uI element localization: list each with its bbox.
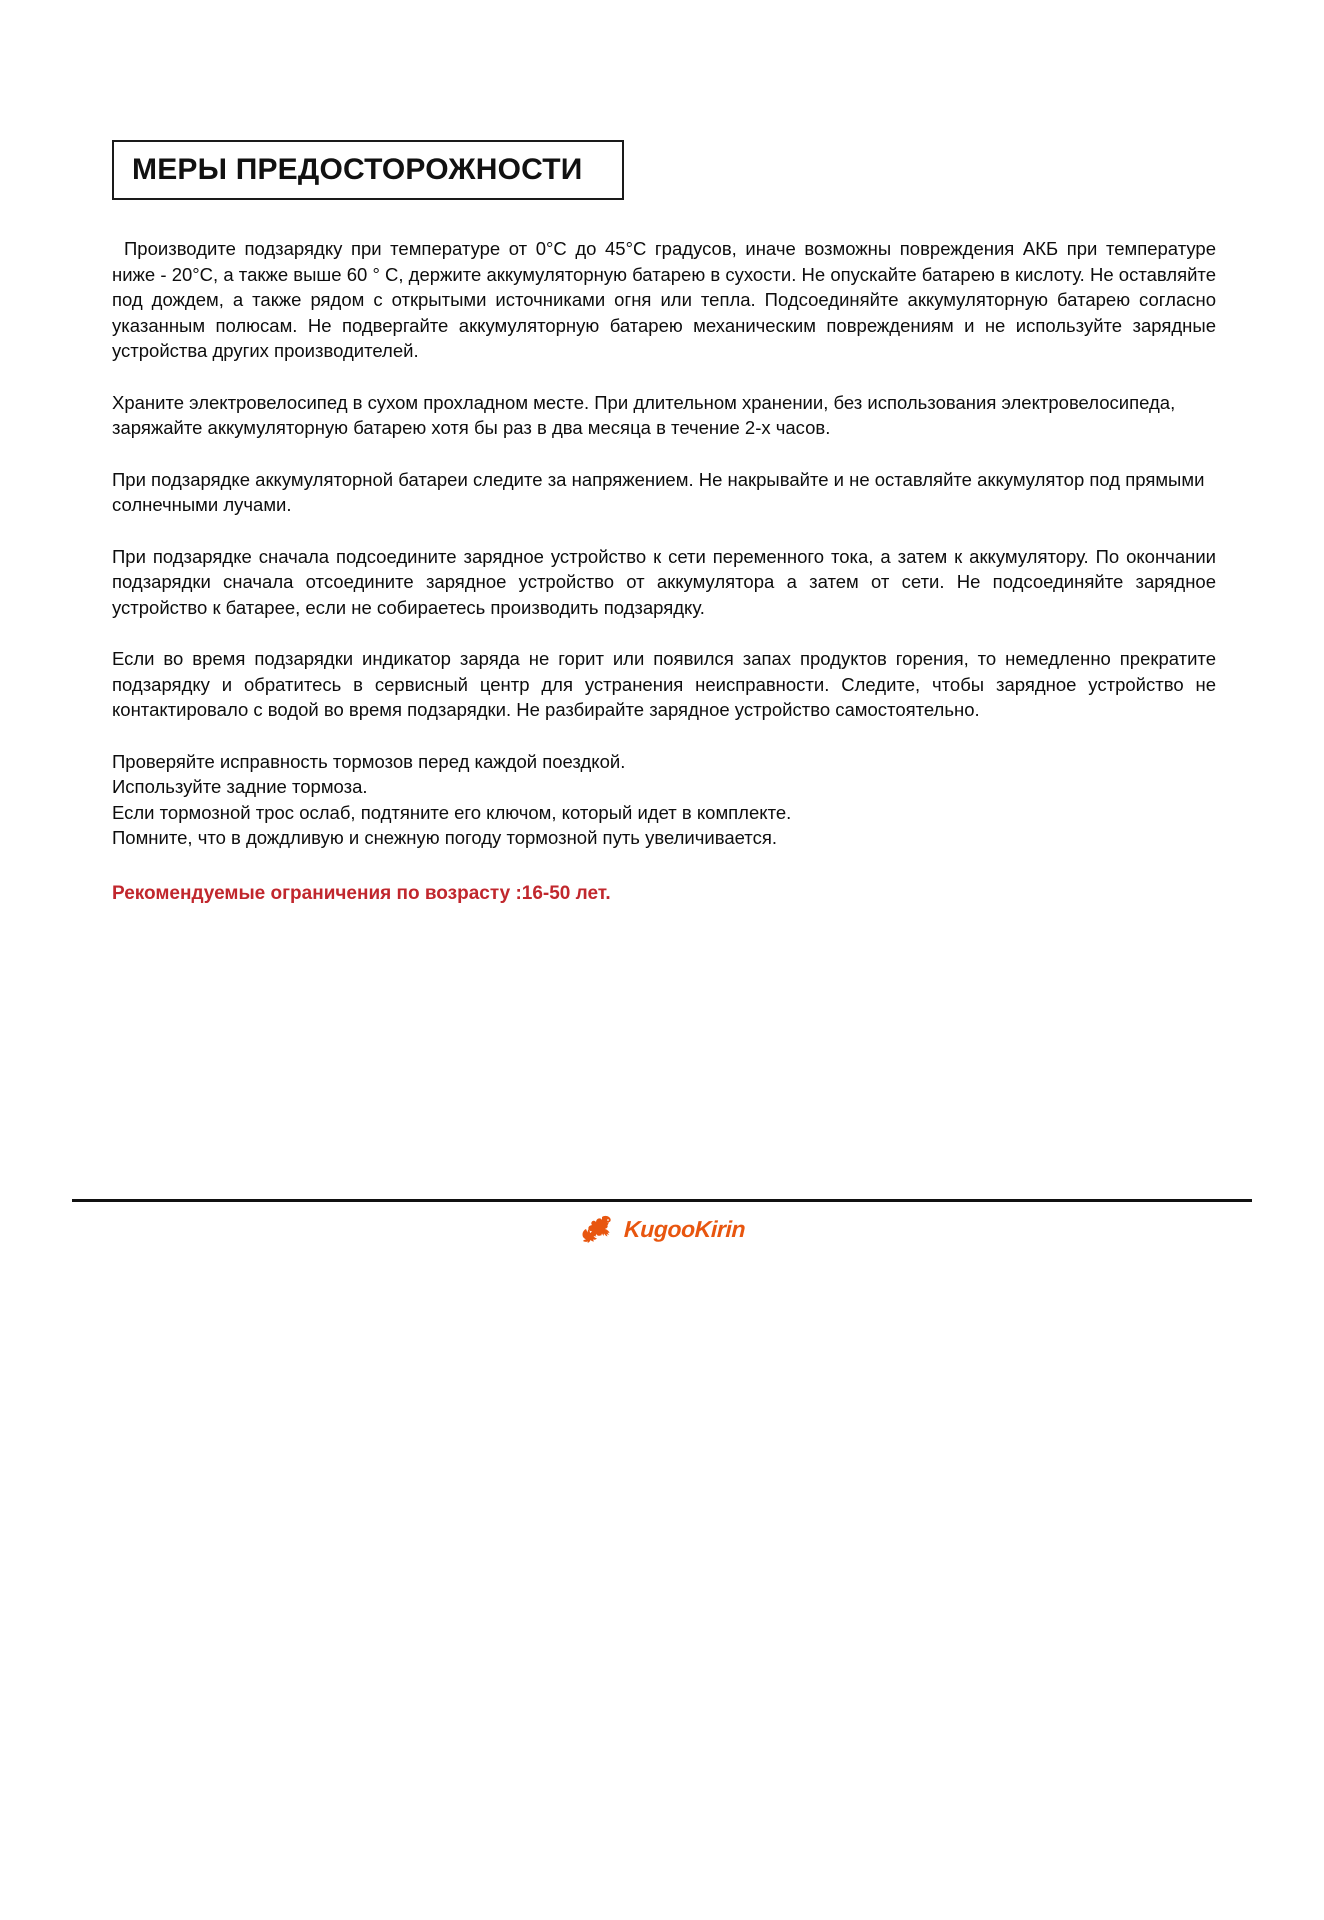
paragraph-storage: Храните электровелосипед в сухом прохладном месте. При длительном хранении, без использования электровелосипеда, заряжайте аккумуляторную батарею хотя бы раз в два месяца в течение 2-х часов. bbox=[112, 391, 1176, 438]
page-title: МЕРЫ ПРЕДОСТОРОЖНОСТИ bbox=[132, 153, 583, 186]
brake-instructions-block bbox=[112, 749, 1216, 851]
paragraph-voltage-sunlight: При подзарядке аккумуляторной батареи следите за напряжением. Не накрывайте и не оставляйте аккумулятор под прямыми солнечными лучами. bbox=[112, 468, 1205, 515]
age-restriction-notice: Рекомендуемые ограничения по возрасту :16-50 лет. bbox=[112, 882, 611, 904]
page-footer bbox=[0, 1212, 1324, 1246]
paragraph-charging-temperature: Производите подзарядку при температуре от 0°C до 45°C градусов, иначе возможны повреждения АКБ при температуре ниже - 20°C, а также выше 60 ° C, держите аккумуляторную батарею в сухости. Не опускайте батарею в кислоту. Не оставляйте под дождем, а также рядом с открытыми источниками огня или тепла. Подсоединяйте аккумуляторную батарею согласно указанным полюсам. Не подвергайте аккумуляторную батарею механическим повреждениям и не используйте зарядные устройства других производителей. bbox=[112, 238, 1216, 361]
page-title-box bbox=[112, 140, 624, 200]
paragraph-fault-service: Если во время подзарядки индикатор заряда не горит или появился запах продуктов горения, то немедленно прекратите подзарядку и обратитесь в сервисный центр для устранения неисправности. Следите, чтобы зарядное устройство не контактировало с водой во время подзарядки. Не разбирайте зарядное устройство самостоятельно. bbox=[112, 648, 1216, 720]
brake-line: Помните, что в дождливую и снежную погоду тормозной путь увеличивается. bbox=[112, 827, 777, 848]
document-content bbox=[112, 140, 1216, 907]
brake-line: Если тормозной трос ослаб, подтяните его ключом, который идет в комплекте. bbox=[112, 801, 792, 823]
kirin-dragon-icon bbox=[579, 1214, 619, 1244]
brake-line: Проверяйте исправность тормозов перед каждой поездкой. bbox=[112, 750, 626, 772]
brand-name: KugooKirin bbox=[623, 1215, 746, 1242]
brake-line: Используйте задние тормоза. bbox=[112, 776, 368, 797]
brand-logo bbox=[579, 1212, 745, 1246]
footer-divider bbox=[72, 1199, 1252, 1202]
paragraph-connection-order: При подзарядке сначала подсоедините зарядное устройство к сети переменного тока, а затем к аккумулятору. По окончании подзарядки сначала отсоедините зарядное устройство от аккумулятора а затем от сети. Не подсоединяйте зарядное устройство к батарее, если не собираетесь производить подзарядку. bbox=[112, 545, 1216, 618]
